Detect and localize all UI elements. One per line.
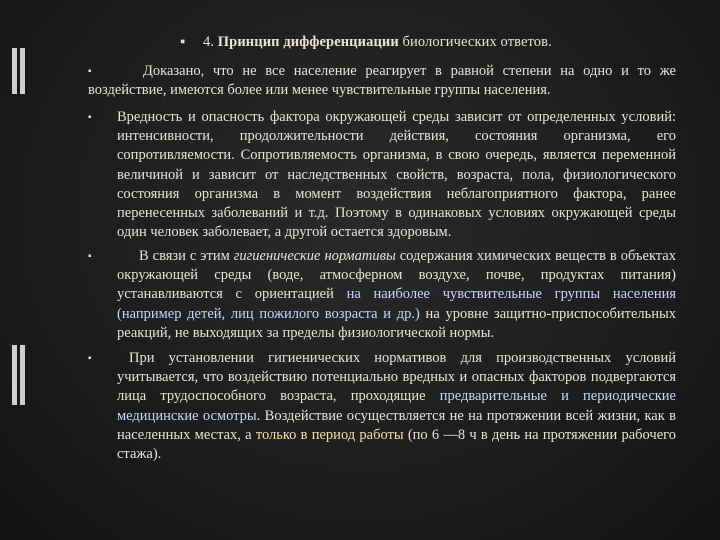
paragraph-4-highlight-2: только в период работы [255,426,404,443]
paragraph-1 [88,62,676,100]
paragraph-1-text: Доказано, что не все население реагирует в равной степени на одно и то же воздействие, имеются более или менее чувствительные группы населения. [88,63,676,99]
paragraph-4-highlight-1: предварительные и периодические медицинские осмотры [117,388,676,424]
paragraph-4-part3: (по 6 —8 ч в день на протяжении рабочего стажа). [117,426,676,463]
title-number: 4. [202,34,215,50]
decorative-bar [20,48,25,94]
paragraph-3-part3: на уровне защитно-приспособительных реакций, не выходящих за пределы физиологической нормы. [117,305,676,341]
slide-title [180,34,552,51]
decorative-bar [12,345,17,405]
paragraph-3-italic: гигиенические нормативы [233,248,396,264]
decorative-bar [12,48,17,94]
paragraph-3-part1: В связи с этим [139,248,234,264]
paragraph-text [88,62,676,100]
paragraph-3-highlight: на наиболее чувствительные группы населения (например детей, лиц пожилого возраста и др.) [117,286,677,322]
paragraph-4-part2: . Воздействие осуществляется не на протяжении всей жизни, как в населенных местах, а [117,407,676,443]
title-strong: Принцип дифференциации [217,34,399,50]
bullet-icon: ▪ [180,34,186,50]
paragraph-3-part2: содержания химических веществ в объектах окружающей среды (воде, атмосферном воздухе, почве, продуктах питания) устанавливаются с ориентацией [117,248,676,303]
title-rest: биологических ответов. [402,34,552,50]
paragraph-2 [88,108,676,242]
bullet-icon: ▪ [88,112,92,123]
paragraph-3 [88,247,676,343]
bullet-icon: ▪ [88,353,92,364]
paragraph-4-text [117,349,676,464]
decorative-bar [20,345,25,405]
paragraph-4-part1: При установлении гигиенических нормативов для производственных условий учитывается, что воздействию потенциально вредных и опасных факторов подвергаются лица трудоспособного возраста, проходящие [117,350,676,405]
paragraph-4 [88,349,676,464]
paragraph-3-text [117,247,676,343]
bullet-icon: ▪ [88,251,92,262]
paragraph-2-text: Вредность и опасность фактора окружающей среды зависит от определенных условий: интенсивности, продолжительности действия, состояния организма, его сопротивляемости. Сопротивляемость организма, в свою очередь, является переменной величиной и зависит от наследственных свойств, возраста, пола, физиологического состояния организма в момент воздействия неблагоприятного фактора, ранее перенесенных заболеваний и т.д. Поэтому в одинаковых условиях окружающей среды один человек заболевает, а другой остается здоровым. [117,109,676,241]
bullet-icon: ▪ [88,66,92,77]
